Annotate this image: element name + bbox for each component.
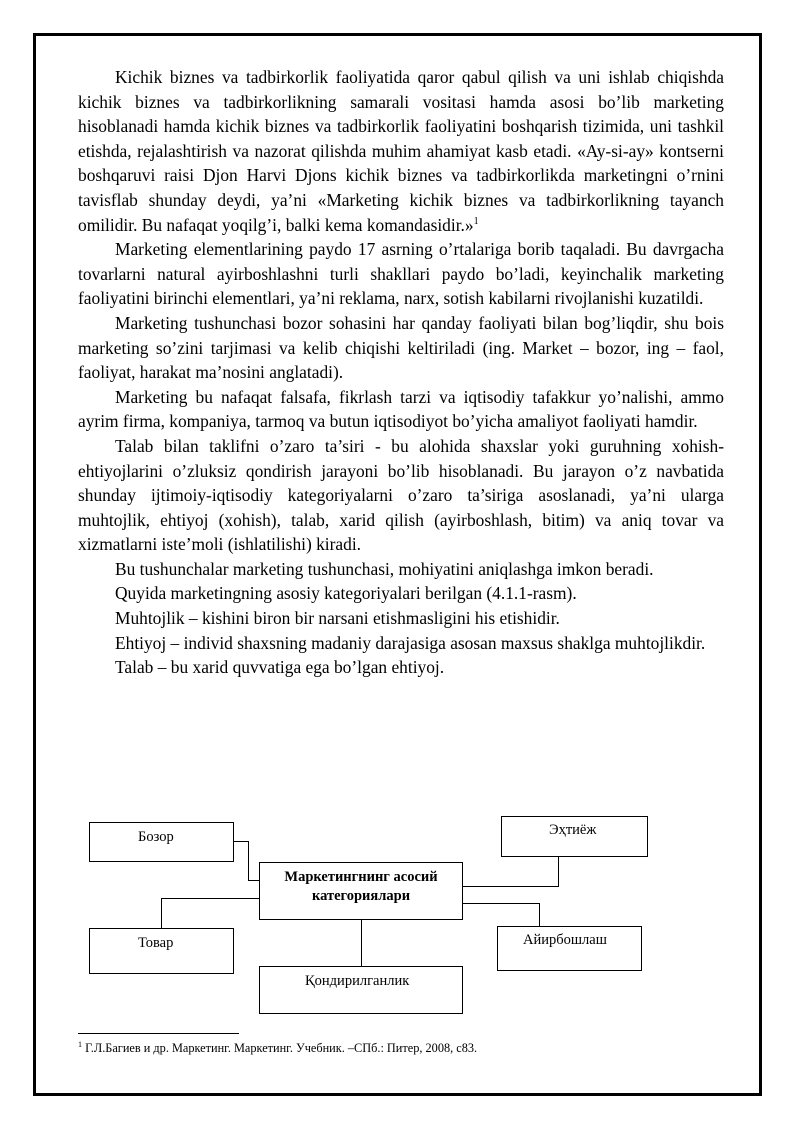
connector-tovar-v [161,898,162,928]
paragraph-3: Marketing tushunchasi bozor sohasini har qanday faoliyati bilan bog’liqdir, shu bois marketing so’zini tarjimasi va kelib chiqishi keltiriladi (ing. Market – bozor, ing – faol, faoliyat, harakat ma’nosini anglatadi). [78,312,724,383]
connector-bozor-center-h [248,880,259,881]
box-qondirilganlik [259,966,463,1014]
box-bozor-label: Бозор [138,829,174,845]
footnote-separator [78,1033,239,1034]
box-ehtiyoj-label: Эҳтиёж [549,822,597,838]
box-qondirilganlik-label: Қондирилганлик [305,973,410,989]
connector-ehtiyoj-v [558,857,559,887]
box-ayirboshlash [497,926,642,971]
box-tovar-label: Товар [138,935,174,951]
connector-ayirboshlash-h [463,903,540,904]
footnote-marker: 1 [78,1040,82,1049]
connector-bozor-center-v [248,841,249,881]
box-ayirboshlash-label: Айирбошлаш [523,932,607,948]
paragraph-1: Kichik biznes va tadbirkorlik faoliyatida qaror qabul qilish va uni ishlab chiqishda kichik biznes va tadbirkorlikning samarali vositasi hamda asosi bo’lib marketing hisoblanadi hamda kichik biznes va tadbirkorlik faoliyatini boshqarish tizimida, uni tashkil etishda, rejalashtirish va nazorat qilishda muhim ahamiyat kasb etadi. «Ay-si-ay» kontserni boshqaruvi raisi Djon Harvi Djons kichik biznes va tadbirkorlikda marketingni o’rnini tavisflab shunday deydi, ya’ni «Marketing kichik biznes va tadbirkorlikning tayanch omilidir. Bu nafaqat yoqilg’i, balki kema komandasidir.»$^1$ [78,67,724,235]
box-ehtiyoj [501,816,648,857]
connector-bozor-center [234,841,249,842]
connector-ayirboshlash-v [539,903,540,926]
paragraph-2: Marketing elementlarining paydo 17 asrning o’rtalariga borib taqaladi. Bu davrgacha tovarlarni natural ayirboshlashni turli shakllari paydo bo’ladi, keyinchalik marketing faoliyatini birinchi elementlari, ya’ni reklama, narx, sotish kabilarni rivojlanishi kuzatildi. [78,239,724,309]
paragraph-8: Muhtojlik – kishini biron bir narsani etishmasligini his etishidir. [115,608,560,629]
connector-qondirilganlik-v [361,920,362,966]
box-center-label: Маркетингнинг асосий категориялари [284,869,438,904]
paragraph-7: Quyida marketingning asosiy kategoriyalari berilgan (4.1.1-rasm). [115,583,577,604]
paragraph-5: Talab bilan taklifni o’zaro ta’siri - bu alohida shaxslar yoki guruhning xohish-ehtiyojlarini o’zluksiz qondirish jarayoni bo’lib hisoblanadi. Bu jarayon o’z navbatida shunday ijtimoiy-iqtisodiy kategoriyalarni o’zaro ta’siriga asoslanadi, ya’ni ularga muhtojlik, ehtiyoj (xohish), talab, xarid qilish (ayirboshlash, bitim) va aniq tovar va xizmatlarni iste’moli (ishlatilishi) kiradi. [78,435,724,555]
box-bozor [89,822,234,862]
box-center [259,862,463,920]
connector-ehtiyoj-h [463,886,559,887]
footnote-text: Г.Л.Багиев и др. Маркетинг. Маркетинг. Учебник. –СПб.: Питер, 2008, с83. [82,1041,478,1056]
paragraph-9: Ehtiyoj – individ shaxsning madaniy darajasiga asosan maxsus shaklga muhtojlikdir. [115,632,706,653]
paragraph-6: Bu tushunchalar marketing tushunchasi, mohiyatini aniqlashga imkon beradi. [115,558,654,579]
footnote-ref[interactable]: 1 [473,215,479,227]
paragraph-10: Talab – bu xarid quvvatiga ega bo’lgan ehtiyoj. [115,657,445,678]
box-tovar [89,928,234,974]
paragraph-4: Marketing bu nafaqat falsafa, fikrlash tarzi va iqtisodiy tafakkur yo’nalishi, ammo ayrim firma, kompaniya, tarmoq va butun iqtisodiyot bo’yicha amaliyot faoliyati hamdir. [78,386,724,432]
connector-tovar-h [161,898,259,899]
footnote [78,1040,724,1056]
